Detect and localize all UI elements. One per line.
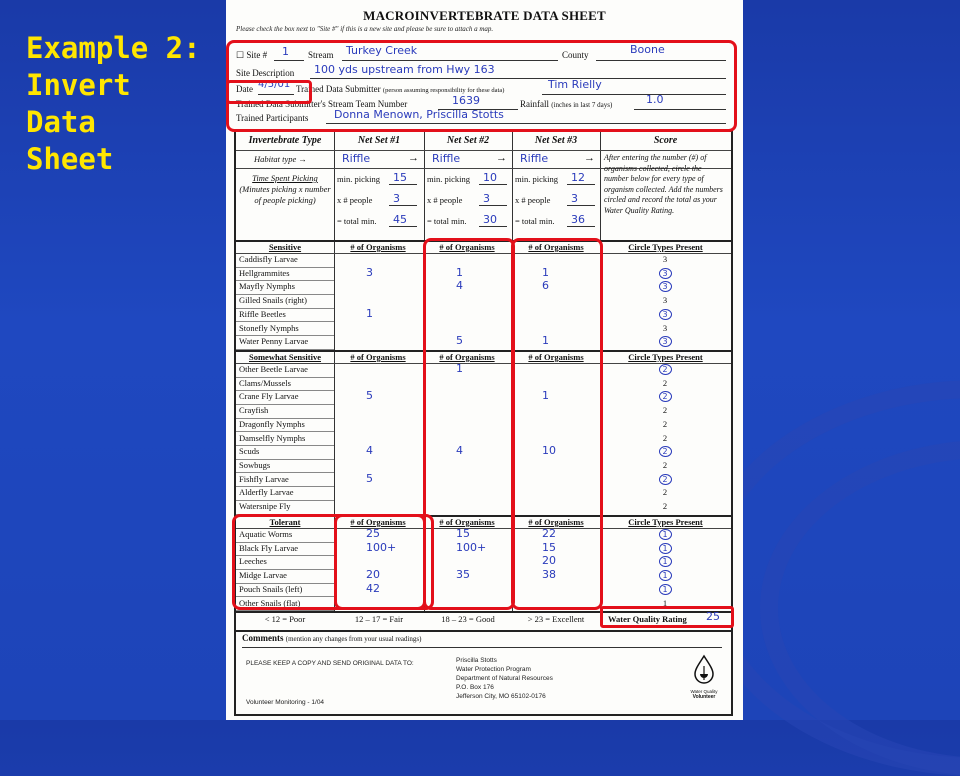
col-header-type: Invertebrate Type bbox=[248, 135, 322, 146]
organisms-header: # of Organisms bbox=[439, 517, 495, 527]
organisms-header: # of Organisms bbox=[439, 242, 495, 252]
score-value bbox=[655, 336, 675, 347]
desc-label: Site Description bbox=[236, 68, 295, 78]
score-value bbox=[655, 309, 675, 320]
circled-score: 3 bbox=[659, 268, 672, 279]
score-value: 3 bbox=[662, 254, 668, 264]
col-header-net3: Net Set #3 bbox=[534, 135, 578, 146]
section-header: Somewhat Sensitive bbox=[248, 352, 321, 362]
circled-score: 3 bbox=[659, 281, 672, 292]
organism-name: Other Snails (flat) bbox=[239, 597, 301, 608]
score-value bbox=[655, 529, 675, 540]
rating-excellent: > 23 = Excellent bbox=[527, 614, 585, 624]
site-note: Please check the box next to "Site #" if this is a new site and please be sure to attach a map. bbox=[236, 25, 494, 33]
organism-name: Sowbugs bbox=[239, 459, 271, 470]
participants-label: Trained Participants bbox=[236, 113, 309, 123]
circled-score: 1 bbox=[659, 584, 672, 595]
submitter-row bbox=[296, 84, 504, 94]
score-value: 3 bbox=[662, 322, 668, 333]
title-line: Example 2: bbox=[26, 31, 201, 65]
circled-score: 3 bbox=[659, 336, 672, 347]
organism-count: 15 bbox=[542, 540, 556, 554]
time-value-total: 36 bbox=[571, 213, 585, 226]
organism-name: Caddisfly Larvae bbox=[239, 254, 298, 264]
team-value: 1639 bbox=[452, 94, 480, 107]
organism-count: 4 bbox=[456, 279, 463, 293]
score-value bbox=[655, 570, 675, 581]
time-value-people: 3 bbox=[393, 192, 400, 205]
organism-name: Aquatic Worms bbox=[239, 529, 293, 539]
water-drop-icon bbox=[689, 654, 719, 684]
organism-count: 1 bbox=[542, 334, 549, 348]
county-label: County bbox=[562, 50, 589, 60]
organism-name: Stonefly Nymphs bbox=[239, 322, 299, 333]
circled-score: 2 bbox=[659, 391, 672, 402]
address-line: Water Protection Program bbox=[456, 666, 531, 673]
rating-good: 18 – 23 = Good bbox=[441, 614, 495, 624]
logo-text-2: Volunteer bbox=[692, 694, 716, 700]
send-label: PLEASE KEEP A COPY AND SEND ORIGINAL DATA TO: bbox=[246, 660, 414, 667]
time-value-people: 3 bbox=[483, 192, 490, 205]
time-label-total: = total min. bbox=[515, 216, 555, 226]
organisms-header: # of Organisms bbox=[350, 517, 406, 527]
section-header: Sensitive bbox=[268, 242, 302, 252]
stream-label: Stream bbox=[308, 50, 334, 60]
habitat-value: Riffle bbox=[342, 152, 371, 165]
organism-name: Watersnipe Fly bbox=[239, 501, 291, 511]
organism-name: Riffle Beetles bbox=[239, 308, 286, 319]
organism-name: Crayfish bbox=[239, 405, 269, 416]
time-label-people: x # people bbox=[515, 195, 551, 205]
organism-name: Mayfly Nymphs bbox=[239, 281, 295, 292]
organism-count: 1 bbox=[542, 389, 549, 403]
organism-count: 4 bbox=[366, 444, 373, 458]
rain-value: 1.0 bbox=[646, 93, 664, 106]
organism-name: Scuds bbox=[239, 446, 260, 457]
circled-score: 2 bbox=[659, 364, 672, 375]
score-value bbox=[655, 446, 675, 457]
circled-score: 1 bbox=[659, 556, 672, 567]
organism-count: 5 bbox=[366, 471, 373, 485]
score-value bbox=[655, 364, 675, 375]
time-label: Time Spent Picking bbox=[252, 173, 318, 183]
habitat-label: Habitat type → bbox=[254, 154, 307, 164]
organism-count: 20 bbox=[366, 568, 380, 582]
score-value bbox=[655, 474, 675, 485]
organism-count: 20 bbox=[542, 554, 556, 568]
site-value: 1 bbox=[282, 45, 289, 58]
sheet-title: MACROINVERTEBRATE DATA SHEET bbox=[363, 8, 606, 23]
score-value bbox=[655, 543, 675, 554]
time-label-min: min. picking bbox=[337, 174, 380, 184]
date-value: 4/5/01 bbox=[258, 79, 291, 90]
section-header: Tolerant bbox=[269, 517, 301, 527]
organism-count: 1 bbox=[456, 265, 463, 279]
col-header-score: Score bbox=[653, 135, 678, 146]
habitat-value: Riffle bbox=[432, 152, 461, 165]
time-label-min: min. picking bbox=[515, 174, 558, 184]
rain-row bbox=[520, 99, 612, 109]
organism-name: Alderfly Larvae bbox=[239, 487, 294, 498]
organism-name: Midge Larvae bbox=[239, 570, 287, 581]
time-label-people: x # people bbox=[427, 195, 463, 205]
time-label-total: = total min. bbox=[427, 216, 467, 226]
data-sheet bbox=[226, 0, 743, 720]
rain-note: (inches in last 7 days) bbox=[551, 101, 613, 109]
organism-count: 3 bbox=[366, 265, 373, 279]
score-instructions: After entering the number (#) of organisms collected, circle the number below for every type of organism collected. Add the numbers circled and record the total as your Water Quality Rating. bbox=[604, 153, 723, 215]
score-value: 3 bbox=[662, 295, 668, 306]
organism-count: 38 bbox=[542, 568, 556, 582]
organisms-header: # of Organisms bbox=[528, 352, 584, 362]
col-header-net1: Net Set #1 bbox=[357, 135, 401, 146]
date-label: Date bbox=[236, 84, 253, 94]
score-value: 1 bbox=[662, 597, 668, 608]
organism-name: Fishfly Larvae bbox=[239, 473, 289, 484]
score-value: 2 bbox=[662, 487, 668, 498]
organism-count: 5 bbox=[456, 334, 463, 348]
circled-score: 1 bbox=[659, 543, 672, 554]
organisms-header: # of Organisms bbox=[350, 352, 406, 362]
organism-name: Hellgrammites bbox=[239, 267, 290, 278]
score-value bbox=[655, 268, 675, 279]
organism-count: 100+ bbox=[366, 540, 397, 554]
title-line: Data bbox=[26, 105, 96, 139]
team-label: Trained Data Submitter's Stream Team Number bbox=[236, 99, 408, 109]
time-label-min: min. picking bbox=[427, 174, 470, 184]
desc-value: 100 yds upstream from Hwy 163 bbox=[314, 63, 495, 76]
wqr-label: Water Quality Rating bbox=[608, 614, 687, 624]
circled-score: 2 bbox=[659, 446, 672, 457]
organism-name: Damselfly Nymphs bbox=[239, 432, 306, 443]
circled-score: 1 bbox=[659, 570, 672, 581]
address-line: Jefferson City, MO 65102-0176 bbox=[456, 693, 546, 700]
score-value bbox=[655, 584, 675, 595]
circle-header: Circle Types Present bbox=[628, 352, 703, 362]
volunteer-line: Volunteer Monitoring - 1/04 bbox=[246, 699, 325, 706]
rating-fair: 12 – 17 = Fair bbox=[354, 614, 404, 624]
organisms-header: # of Organisms bbox=[528, 517, 584, 527]
organism-name: Gilled Snails (right) bbox=[239, 295, 307, 306]
rain-label: Rainfall bbox=[520, 99, 549, 109]
time-value-min: 10 bbox=[483, 171, 497, 184]
time-value-total: 45 bbox=[393, 213, 407, 226]
participants-value: Donna Menown, Priscilla Stotts bbox=[334, 108, 504, 121]
comments-label: Comments bbox=[242, 633, 284, 643]
col-header-net2: Net Set #2 bbox=[446, 135, 490, 146]
organism-count: 42 bbox=[366, 581, 380, 595]
organisms-header: # of Organisms bbox=[439, 352, 495, 362]
site-row bbox=[236, 50, 267, 61]
time-label-people: x # people bbox=[337, 195, 373, 205]
title-line: Sheet bbox=[26, 142, 114, 176]
organism-count: 22 bbox=[542, 527, 556, 540]
score-value: 2 bbox=[662, 418, 668, 429]
submitter-label: Trained Data Submitter bbox=[296, 84, 381, 94]
score-value: 2 bbox=[662, 501, 668, 511]
organism-count: 6 bbox=[542, 279, 549, 293]
habitat-value: Riffle bbox=[520, 152, 549, 165]
address-line: Priscilla Stotts bbox=[456, 657, 497, 664]
score-value: 2 bbox=[662, 405, 668, 416]
comments-row bbox=[242, 633, 421, 643]
organism-count: 4 bbox=[456, 444, 463, 458]
organism-name: Crane Fly Larvae bbox=[239, 391, 299, 402]
circled-score: 1 bbox=[659, 529, 672, 540]
submitter-value: Tim Rielly bbox=[548, 78, 602, 91]
organism-count: 1 bbox=[366, 306, 373, 320]
organism-name: Other Beetle Larvae bbox=[239, 364, 308, 374]
time-sublabel: (Minutes picking x number of people picking) bbox=[239, 184, 331, 205]
county-value: Boone bbox=[630, 43, 665, 56]
organism-count: 5 bbox=[366, 389, 373, 403]
time-value-total: 30 bbox=[483, 213, 497, 226]
organism-count: 25 bbox=[366, 527, 380, 540]
organism-count: 35 bbox=[456, 568, 470, 582]
stream-value: Turkey Creek bbox=[346, 44, 418, 57]
time-label-total: = total min. bbox=[337, 216, 377, 226]
organism-name: Pouch Snails (left) bbox=[239, 583, 303, 594]
organisms-header: # of Organisms bbox=[350, 242, 406, 252]
circled-score: 2 bbox=[659, 474, 672, 485]
organism-name: Dragonfly Nymphs bbox=[239, 418, 305, 429]
time-value-min: 15 bbox=[393, 171, 407, 184]
logo-text-1: Water Quality bbox=[690, 689, 718, 694]
site-label: ☐ Site # bbox=[236, 50, 268, 60]
comments-note: (mention any changes from your usual readings) bbox=[285, 635, 422, 643]
organism-count: 100+ bbox=[456, 540, 487, 554]
circle-header: Circle Types Present bbox=[628, 242, 703, 252]
organism-name: Clams/Mussels bbox=[239, 377, 291, 388]
organisms-header: # of Organisms bbox=[528, 242, 584, 252]
water-quality-logo bbox=[689, 654, 719, 700]
time-value-min: 12 bbox=[571, 171, 585, 184]
organism-name: Black Fly Larvae bbox=[239, 542, 299, 553]
title-line: Invert bbox=[26, 68, 131, 102]
address-line: Department of Natural Resources bbox=[456, 675, 553, 682]
score-value: 2 bbox=[662, 377, 668, 388]
score-value: 2 bbox=[662, 432, 668, 443]
organism-count: 1 bbox=[456, 362, 463, 375]
wqr-value: 25 bbox=[706, 610, 720, 623]
organism-name: Water Penny Larvae bbox=[239, 336, 309, 347]
score-value bbox=[655, 391, 675, 402]
data-table: Invertebrate Type Net Set #1 Net Set #2 Net Set #3 Score Habitat type → Riffle → Riffle → Riffle → Time Spent Picking (Minutes picking x number of people picking) min. picking 15 x # people 3 = total min. 45 min. picking 10 x # people 3 = total min. 30 min. picking 12 x # people 3 = total min. 36 After entering the number (#) of organisms collected, circle the number below for every type of organism collected. Add the numbers circled and record the total as your Water Quality Rating. Sensitive # of Organisms # of Organisms # of Organisms Circle Types Present Caddisfly Larvae 3 Hellgrammites 3 1 1 3 Mayfly Nymphs 4 6 3 Gilled Snails (right) 3 Riffle Beetles 1 3 Stonefly Nymphs 3 Water Penny Larvae 5 1 3 Somewhat Sensitive # of Organisms # of Organisms # of Organisms Circle Types Present Other Beetle Larvae 1 2 Clams/Mussels 2 Crane Fly Larvae 5 1 2 Crayfish 2 Dragonfly Nymphs 2 Damselfly Nymphs 2 Scuds 4 4 10 2 Sowbugs 2 Fishfly Larvae 5 2 Alderfly Larvae 2 Watersnipe Fly 2 Tolerant # of Organisms # of Organisms # of Organisms Circle Types Present Aquatic Worms 25 15 22 1 Black Fly Larvae 100+ 100+ 15 1 Leeches 20 1 Midge Larvae 20 35 38 1 Pouch Snails (left) 42 1 Other Snails (flat) 1 < 12 = Poor 12 – 17 = Fair 18 – 23 = Good > 23 = Excellent Water Quality Rating 25 bbox=[234, 130, 733, 632]
circled-score: 3 bbox=[659, 309, 672, 320]
circle-header: Circle Types Present bbox=[628, 517, 703, 527]
score-value bbox=[655, 281, 675, 292]
score-value bbox=[655, 556, 675, 567]
organism-name: Leeches bbox=[239, 556, 267, 567]
score-value: 2 bbox=[662, 459, 668, 470]
rating-poor: < 12 = Poor bbox=[264, 614, 306, 624]
organism-count: 1 bbox=[542, 265, 549, 279]
slide-title bbox=[26, 30, 226, 178]
organism-count: 10 bbox=[542, 444, 556, 458]
time-value-people: 3 bbox=[571, 192, 578, 205]
organism-count: 15 bbox=[456, 527, 470, 540]
address-line: P.O. Box 176 bbox=[456, 684, 494, 691]
submitter-note: (person assuming responsibility for these data) bbox=[382, 87, 505, 94]
